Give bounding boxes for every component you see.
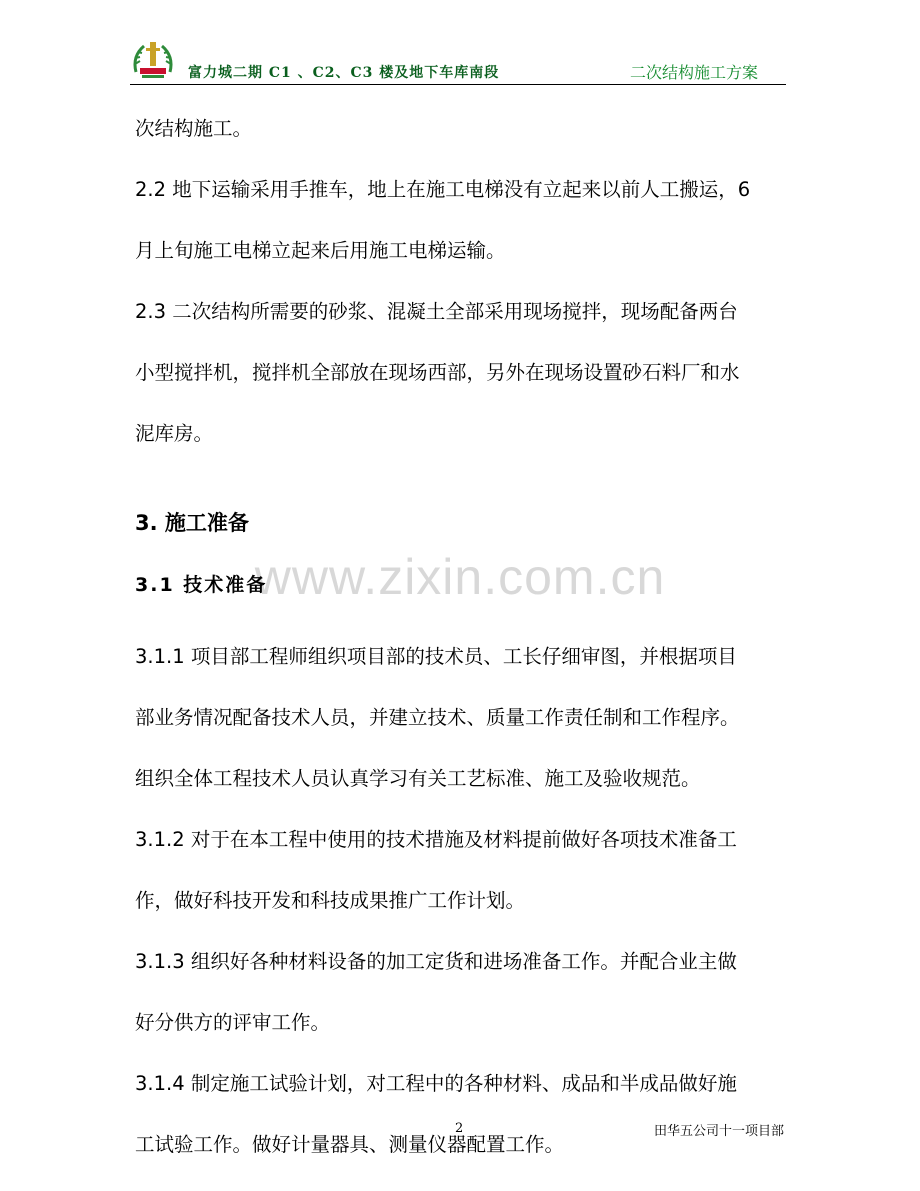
document-body (135, 100, 790, 1174)
footer-department: 田华五公司十一项目部 (653, 1124, 784, 1139)
page-number: 2 (455, 1121, 464, 1136)
body-line: 3.1.2 对于在本工程中使用的技术措施及材料提前做好各项技术准备工 (135, 828, 737, 851)
body-line: 工试验工作。做好计量器具、测量仪器配置工作。 (135, 1133, 565, 1156)
watermark: www.zixin.com.cn (254, 549, 666, 605)
body-line: 次结构施工。 (135, 117, 253, 140)
body-line: 月上旬施工电梯立起来后用施工电梯运输。 (135, 239, 506, 262)
body-line: 作，做好科技开发和科技成果推广工作计划。 (135, 889, 526, 912)
body-line: 3.1.4 制定施工试验计划，对工程中的各种材料、成品和半成品做好施 (135, 1072, 737, 1095)
body-line: 小型搅拌机，搅拌机全部放在现场西部，另外在现场设置砂石料厂和水 (135, 361, 740, 384)
body-line: 组织全体工程技术人员认真学习有关工艺标准、施工及验收规范。 (135, 767, 701, 790)
body-line: 部业务情况配备技术人员，并建立技术、质量工作责任制和工作程序。 (135, 706, 740, 729)
body-line: 3.1.3 组织好各种材料设备的加工定货和进场准备工作。并配合业主做 (135, 950, 737, 973)
body-line: 泥库房。 (135, 422, 214, 445)
page-header (130, 38, 786, 85)
body-line: 2.2 地下运输采用手推车，地上在施工电梯没有立起来以前人工搬运，6 (135, 178, 751, 201)
body-line: 2.3 二次结构所需要的砂浆、混凝土全部采用现场搅拌，现场配备两台 (135, 300, 738, 323)
header-document-title: 二次结构施工方案 (629, 63, 758, 82)
body-line: 3.1.1 项目部工程师组织项目部的技术员、工长仔细审图，并根据项目 (135, 645, 737, 668)
subsection-heading: 3.1 技术准备 (135, 574, 268, 596)
body-line: 好分供方的评审工作。 (135, 1011, 331, 1034)
section-heading: 3. 施工准备 (135, 511, 249, 535)
company-logo-icon (130, 38, 176, 82)
header-project-title: 富力城二期 C1 、C2、C3 楼及地下车库南段 (188, 65, 500, 81)
